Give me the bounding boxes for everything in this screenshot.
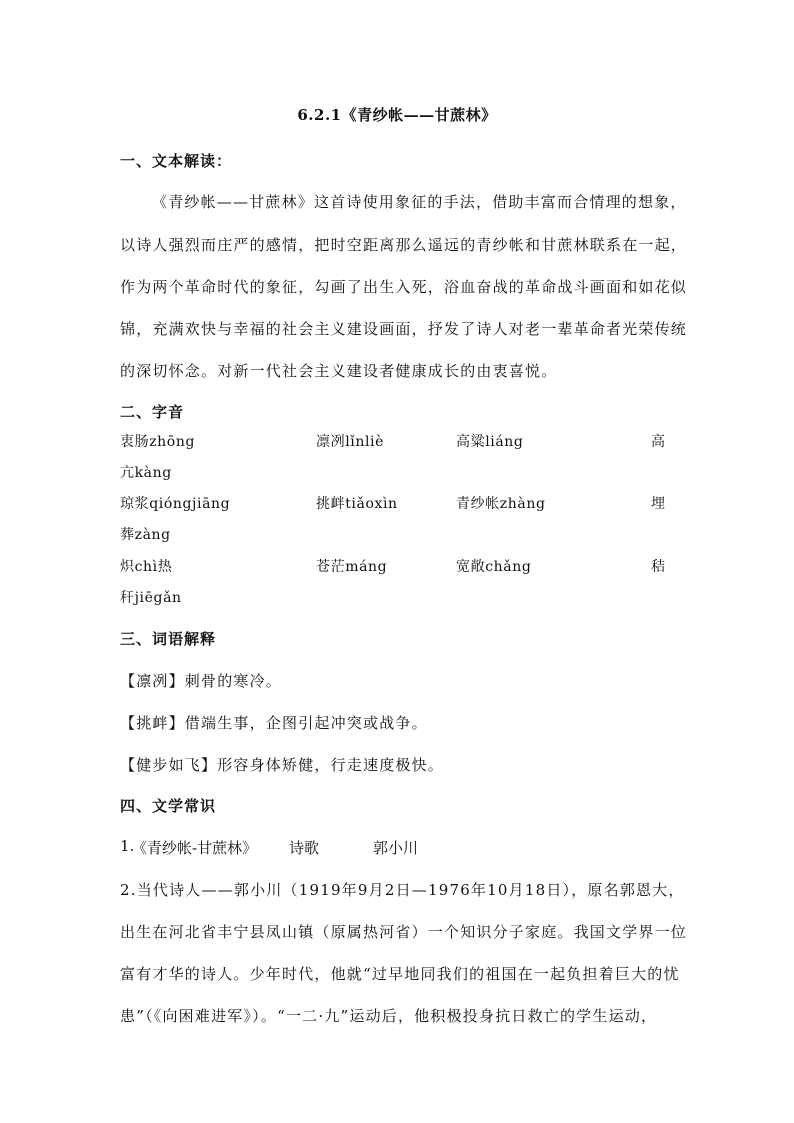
pinyin-entry: 宽敞chǎng	[456, 559, 532, 575]
section-heading-pronunciation: 二、字音	[120, 403, 185, 421]
pinyin-entry: 秸	[651, 559, 666, 575]
author-name: 郭小川	[373, 839, 419, 857]
pinyin-entry: 苍茫máng	[316, 559, 388, 575]
pinyin-entry: 青纱帐zhàng	[456, 496, 546, 512]
term-definition: 【健步如飞】形容身体矫健，行走速度极快。	[120, 756, 445, 774]
paragraph-line: 以诗人强烈而庄严的感情，把时空距离那么遥远的青纱帐和甘蔗林联系在一起，	[120, 236, 688, 254]
document-title: 6.2.1《青纱帐——甘蔗林》	[297, 106, 497, 124]
paragraph-line: 2.当代诗人——郭小川（1919年9月2日—1976年10月18日），原名郭恩大，	[120, 881, 685, 899]
pinyin-entry: 埋	[651, 496, 666, 512]
pinyin-entry: 挑衅tiǎoxìn	[316, 496, 398, 512]
item-number: 1.	[120, 837, 135, 855]
pinyin-entry: 高粱liáng	[456, 434, 524, 450]
paragraph-line: 的深切怀念。对新一代社会主义建设者健康成长的由衷喜悦。	[120, 362, 558, 380]
pinyin-entry: 琼浆qióngjiāng	[120, 496, 231, 512]
paragraph-line: 作为两个革命时代的象征，勾画了出生入死，浴血奋战的革命战斗画面和如花似	[120, 278, 688, 296]
pinyin-entry: 高	[651, 434, 666, 450]
section-heading-word-explanation: 三、词语解释	[120, 630, 217, 648]
term-definition: 【凛冽】刺骨的寒冷。	[120, 672, 283, 690]
paragraph-line: 患”（《向困难进军》）。“一二·九”运动后，他积极投身抗日救亡的学生运动，	[120, 1007, 658, 1025]
term-definition: 【挑衅】借端生事，企图引起冲突或战争。	[120, 714, 428, 732]
pinyin-entry: 秆jiēgǎn	[120, 590, 182, 606]
work-title: 《青纱帐-甘蔗林》	[132, 839, 258, 857]
paragraph-line: 出生在河北省丰宁县凤山镇（原属热河省）一个知识分子家庭。我国文学界一位	[120, 923, 688, 941]
section-heading-literary-knowledge: 四、文学常识	[120, 797, 217, 815]
literary-item-row	[120, 837, 520, 857]
pinyin-entry: 凛冽lǐnliè	[316, 434, 385, 450]
genre-label: 诗歌	[289, 839, 320, 857]
paragraph-line: 《青纱帐——甘蔗林》这首诗使用象征的手法，借助丰富而合情理的想象，	[152, 193, 687, 211]
paragraph-line: 富有才华的诗人。少年时代，他就“过早地同我们的祖国在一起负担着巨大的忧	[120, 965, 680, 983]
pinyin-entry: 亢kàng	[120, 465, 172, 481]
pinyin-entry: 炽chì热	[120, 559, 173, 575]
pinyin-entry: 衷肠zhōng	[120, 434, 195, 450]
pinyin-entry: 葬zàng	[120, 527, 171, 543]
paragraph-line: 锦，充满欢快与幸福的社会主义建设画面，抒发了诗人对老一辈革命者光荣传统	[120, 320, 688, 338]
section-heading-text-interpretation: 一、文本解读：	[120, 152, 233, 170]
